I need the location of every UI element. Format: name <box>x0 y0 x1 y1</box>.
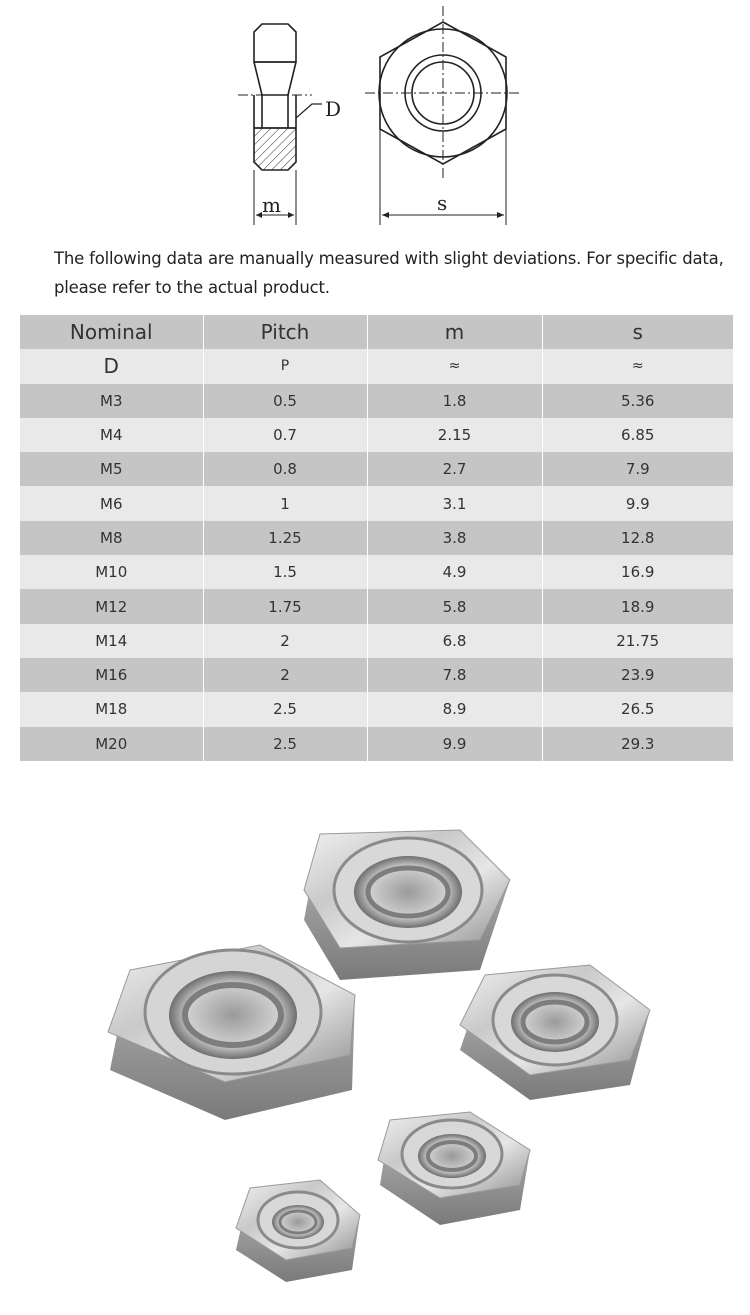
table-cell: 0.7 <box>203 418 367 452</box>
nut-small <box>236 1180 360 1282</box>
table-row <box>20 624 733 658</box>
table-cell: 5.8 <box>367 589 542 623</box>
table-cell: 23.9 <box>542 658 733 692</box>
table-row <box>20 692 733 726</box>
table-cell: 0.8 <box>203 452 367 486</box>
table-cell: 2.7 <box>367 452 542 486</box>
table-cell: M5 <box>20 452 203 486</box>
table-cell: 12.8 <box>542 521 733 555</box>
table-cell: 2 <box>203 658 367 692</box>
subheader-cell: D <box>20 349 203 383</box>
table-cell: M18 <box>20 692 203 726</box>
table-cell: 18.9 <box>542 589 733 623</box>
nut-medium <box>378 1112 530 1225</box>
header-cell: m <box>367 315 542 349</box>
table-cell: M3 <box>20 384 203 418</box>
table-cell: M20 <box>20 727 203 761</box>
table-row <box>20 452 733 486</box>
table-row <box>20 384 733 418</box>
table-row <box>20 486 733 520</box>
spec-table <box>20 315 733 761</box>
hex-nut-technical-drawing <box>0 0 750 235</box>
table-subheader-row <box>20 349 733 383</box>
table-cell: M4 <box>20 418 203 452</box>
table-cell: 2.5 <box>203 727 367 761</box>
table-cell: 9.9 <box>367 727 542 761</box>
table-row <box>20 521 733 555</box>
table-cell: 26.5 <box>542 692 733 726</box>
table-cell: M16 <box>20 658 203 692</box>
table-cell: 6.85 <box>542 418 733 452</box>
table-cell: M10 <box>20 555 203 589</box>
table-cell: 2 <box>203 624 367 658</box>
table-header-row <box>20 315 733 349</box>
table-cell: 3.8 <box>367 521 542 555</box>
header-cell: Nominal <box>20 315 203 349</box>
table-cell: 1.75 <box>203 589 367 623</box>
table-cell: M14 <box>20 624 203 658</box>
nut-right <box>460 965 650 1100</box>
table-cell: 1 <box>203 486 367 520</box>
table-cell: 1.5 <box>203 555 367 589</box>
table-cell: 7.9 <box>542 452 733 486</box>
table-cell: 21.75 <box>542 624 733 658</box>
table-cell: M12 <box>20 589 203 623</box>
measurement-note: The following data are manually measured with slight deviations. For specific data, please refer to the actual product. <box>54 249 724 297</box>
table-cell: M6 <box>20 486 203 520</box>
nut-large <box>108 945 355 1120</box>
table-cell: 7.8 <box>367 658 542 692</box>
table-cell: 2.15 <box>367 418 542 452</box>
table-cell: 1.8 <box>367 384 542 418</box>
header-cell: Pitch <box>203 315 367 349</box>
table-cell: 3.1 <box>367 486 542 520</box>
table-cell: 5.36 <box>542 384 733 418</box>
nut-top <box>304 830 510 980</box>
table-row <box>20 418 733 452</box>
table-cell: 4.9 <box>367 555 542 589</box>
table-row <box>20 658 733 692</box>
table-cell: 29.3 <box>542 727 733 761</box>
table-row <box>20 589 733 623</box>
header-cell: s <box>542 315 733 349</box>
product-photo <box>90 820 670 1300</box>
label-s: s <box>437 191 448 215</box>
subheader-cell: P <box>203 349 367 383</box>
label-m: m <box>262 193 281 217</box>
subheader-cell: ≈ <box>367 349 542 383</box>
table-cell: M8 <box>20 521 203 555</box>
table-cell: 2.5 <box>203 692 367 726</box>
table-row <box>20 727 733 761</box>
table-cell: 6.8 <box>367 624 542 658</box>
subheader-cell: ≈ <box>542 349 733 383</box>
table-cell: 9.9 <box>542 486 733 520</box>
label-d: D <box>325 97 342 121</box>
table-row <box>20 555 733 589</box>
table-cell: 1.25 <box>203 521 367 555</box>
table-cell: 8.9 <box>367 692 542 726</box>
table-cell: 0.5 <box>203 384 367 418</box>
table-cell: 16.9 <box>542 555 733 589</box>
